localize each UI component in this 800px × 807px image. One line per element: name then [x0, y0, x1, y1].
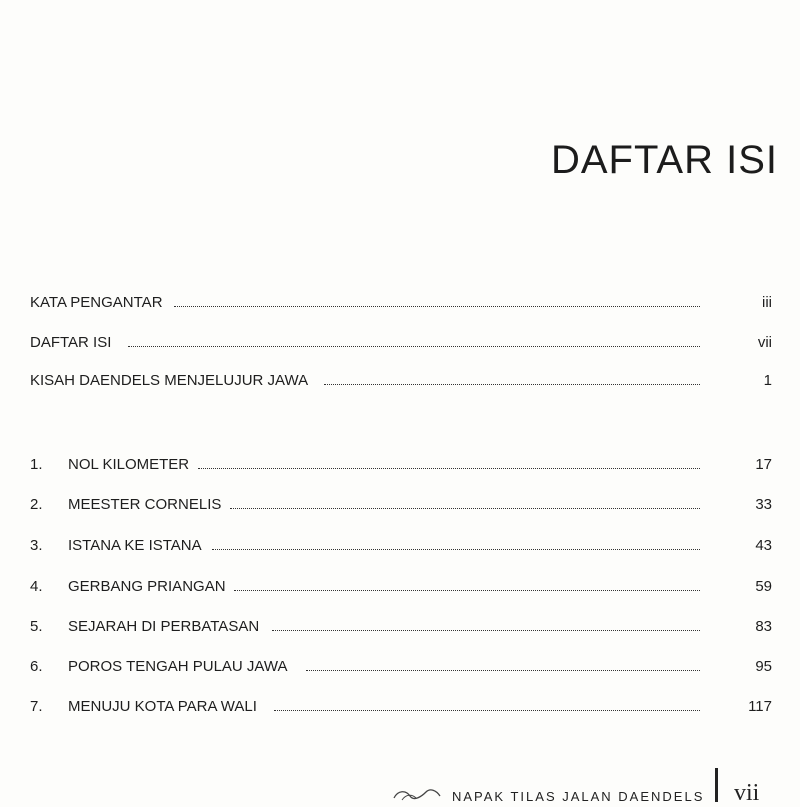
page-title: DAFTAR ISI [550, 138, 778, 182]
toc-chapter-3[interactable] [26, 535, 776, 557]
dot-leader [128, 346, 700, 347]
toc-chapter-7[interactable] [26, 696, 776, 718]
dot-leader [274, 710, 700, 711]
chapter-number: 3. [30, 537, 43, 554]
chapter-label: ISTANA KE ISTANA [68, 537, 202, 554]
chapter-number: 4. [30, 578, 43, 595]
chapter-number: 1. [30, 456, 43, 473]
toc-chapter-4[interactable] [26, 576, 776, 598]
chapter-page: 17 [755, 456, 772, 473]
chapter-label: POROS TENGAH PULAU JAWA [68, 658, 288, 675]
toc-entry-page: vii [757, 334, 772, 351]
chapter-number: 2. [30, 496, 43, 513]
chapter-label: MENUJU KOTA PARA WALI [68, 698, 257, 715]
chapter-label: MEESTER CORNELIS [68, 496, 222, 513]
toc-entry-kisah-daendels[interactable] [26, 370, 776, 392]
chapter-page: 33 [755, 496, 772, 513]
chapter-page: 117 [748, 698, 772, 715]
toc-chapter-2[interactable] [26, 494, 776, 516]
toc-entry-page: 1 [763, 372, 772, 389]
dot-leader [306, 670, 700, 671]
chapter-label: SEJARAH DI PERBATASAN [68, 618, 260, 635]
chapter-page: 95 [755, 658, 772, 675]
dot-leader [212, 549, 700, 550]
toc-chapter-6[interactable] [26, 656, 776, 678]
chapter-label: GERBANG PRIANGAN [68, 578, 226, 595]
page-number: vii [734, 780, 760, 806]
toc-chapter-5[interactable] [26, 616, 776, 638]
chapter-page: 43 [755, 537, 772, 554]
dot-leader [230, 508, 700, 509]
running-title: NAPAK TILAS JALAN DAENDELS [452, 789, 705, 804]
toc-entry-label: KISAH DAENDELS MENJELUJUR JAWA [30, 372, 309, 389]
footer-divider [715, 768, 718, 802]
footer-ornament-icon [392, 786, 442, 802]
dot-leader [174, 306, 700, 307]
chapter-number: 5. [30, 618, 43, 635]
dot-leader [324, 384, 700, 385]
toc-entry-daftar-isi[interactable] [26, 332, 776, 354]
chapter-page: 83 [755, 618, 772, 635]
chapter-number: 6. [30, 658, 43, 675]
toc-entry-kata-pengantar[interactable] [26, 292, 776, 314]
toc-entry-label: KATA PENGANTAR [30, 294, 163, 311]
toc-entry-page: iii [762, 294, 772, 311]
dot-leader [272, 630, 700, 631]
chapter-number: 7. [30, 698, 43, 715]
dot-leader [198, 468, 700, 469]
toc-entry-label: DAFTAR ISI [30, 334, 112, 351]
chapter-label: NOL KILOMETER [68, 456, 190, 473]
chapter-page: 59 [755, 578, 772, 595]
toc-chapter-1[interactable] [26, 454, 776, 476]
dot-leader [234, 590, 700, 591]
page-footer [0, 762, 800, 806]
